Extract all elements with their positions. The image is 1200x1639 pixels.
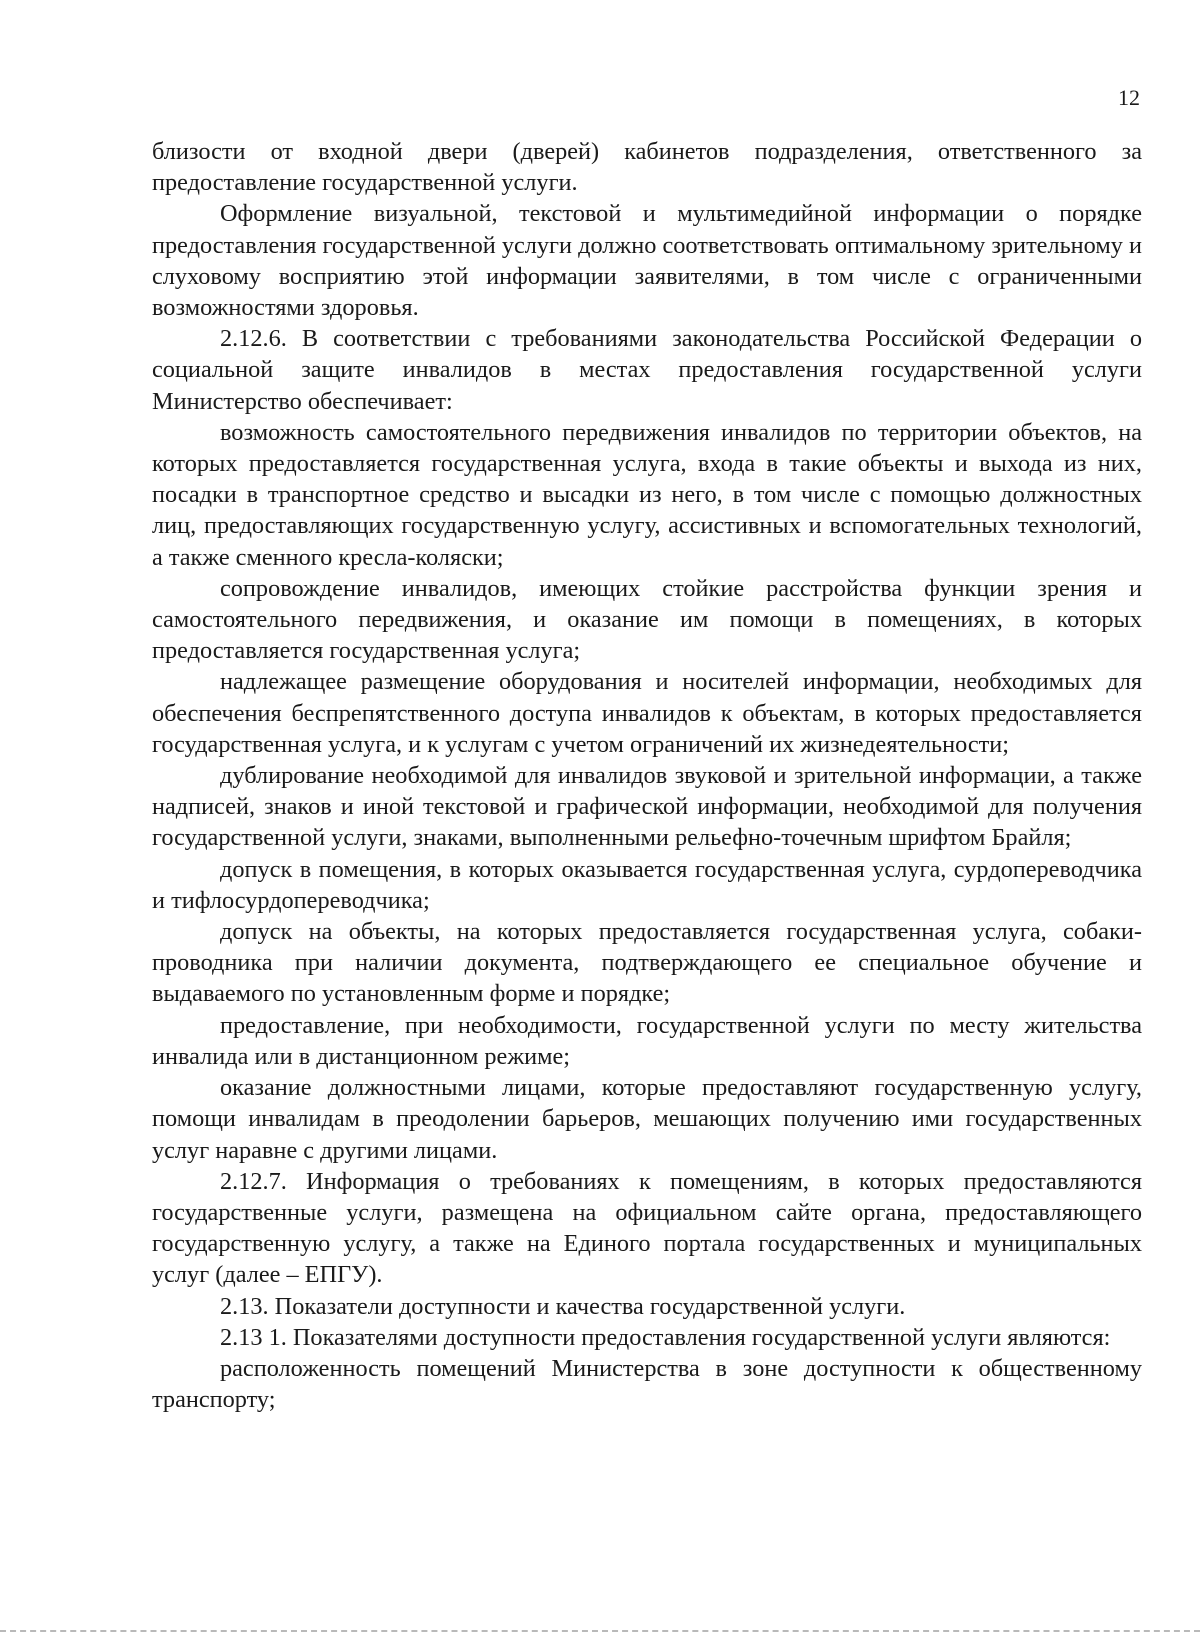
document-body bbox=[152, 136, 1142, 1415]
paragraph: 2.13 1. Показателями доступности предоставления государственной услуги являются: bbox=[220, 1323, 1111, 1351]
paragraph: 2.12.7. Информация о требованиях к помещениям, в которых предоставляются государственные услуги, размещена на официальном сайте органа, предоставляющего государственную услугу, а также на Единого портала государственных и муниципальных услуг (далее – ЕПГУ). bbox=[152, 1167, 1142, 1289]
paragraph: оказание должностными лицами, которые предоставляют государственную услугу, помощи инвалидам в преодолении барьеров, мешающих получению ими государственных услуг наравне с другими лицами. bbox=[152, 1074, 1142, 1164]
paragraph: предоставление, при необходимости, государственной услуги по месту жительства инвалида или в дистанционном режиме; bbox=[152, 1011, 1142, 1070]
paragraph: сопровождение инвалидов, имеющих стойкие расстройства функции зрения и самостоятельного передвижения, и оказание им помощи в помещениях, в которых предоставляется государственная услуга; bbox=[152, 574, 1142, 665]
paragraph: 2.13. Показатели доступности и качества государственной услуги. bbox=[220, 1292, 906, 1320]
paragraph: дублирование необходимой для инвалидов звуковой и зрительной информации, а также надписей, знаков и иной текстовой и графической информации, необходимой для получения государственной услуги, знаками, выполненными рельефно-точечным шрифтом Брайля; bbox=[152, 762, 1142, 852]
page-number: 12 bbox=[1118, 85, 1140, 110]
paragraph: возможность самостоятельного передвижения инвалидов по территории объектов, на которых предоставляется государственная услуга, входа в такие объекты и выхода из них, посадки в транспортное средство и высадки из него, в том числе с помощью должностных лиц, предоставляющих государственную услугу, ассистивных и вспомогательных технологий, а также сменного кресла-коляски; bbox=[152, 418, 1142, 571]
paragraph: допуск в помещения, в которых оказывается государственная услуга, сурдопереводчика и тифлосурдопереводчика; bbox=[152, 855, 1142, 914]
scan-edge-line bbox=[0, 1630, 1200, 1632]
paragraph: расположенность помещений Министерства в зоне доступности к общественному транспорту; bbox=[152, 1354, 1142, 1414]
paragraph: Оформление визуальной, текстовой и мультимедийной информации о порядке предоставления государственной услуги должно соответствовать оптимальному зрительному и слуховому восприятию этой информации заявителями, в том числе с ограниченными возможностями здоровья. bbox=[152, 200, 1142, 322]
paragraph: допуск на объекты, на которых предоставляется государственная услуга, собаки-проводника при наличии документа, подтверждающего ее специальное обучение и выдаваемого по установленным форме и порядке; bbox=[152, 918, 1142, 1008]
paragraph: надлежащее размещение оборудования и носителей информации, необходимых для обеспечения беспрепятственного доступа инвалидов к объектам, в которых предоставляется государственная услуга, и к услугам с учетом ограничений их жизнедеятельности; bbox=[152, 668, 1142, 758]
paragraph: 2.12.6. В соответствии с требованиями законодательства Российской Федерации о социальной защите инвалидов в местах предоставления государственной услуги Министерство обеспечивает: bbox=[152, 325, 1142, 415]
paragraph: близости от входной двери (дверей) кабинетов подразделения, ответственного за предоставление государственной услуги. bbox=[152, 138, 1142, 197]
